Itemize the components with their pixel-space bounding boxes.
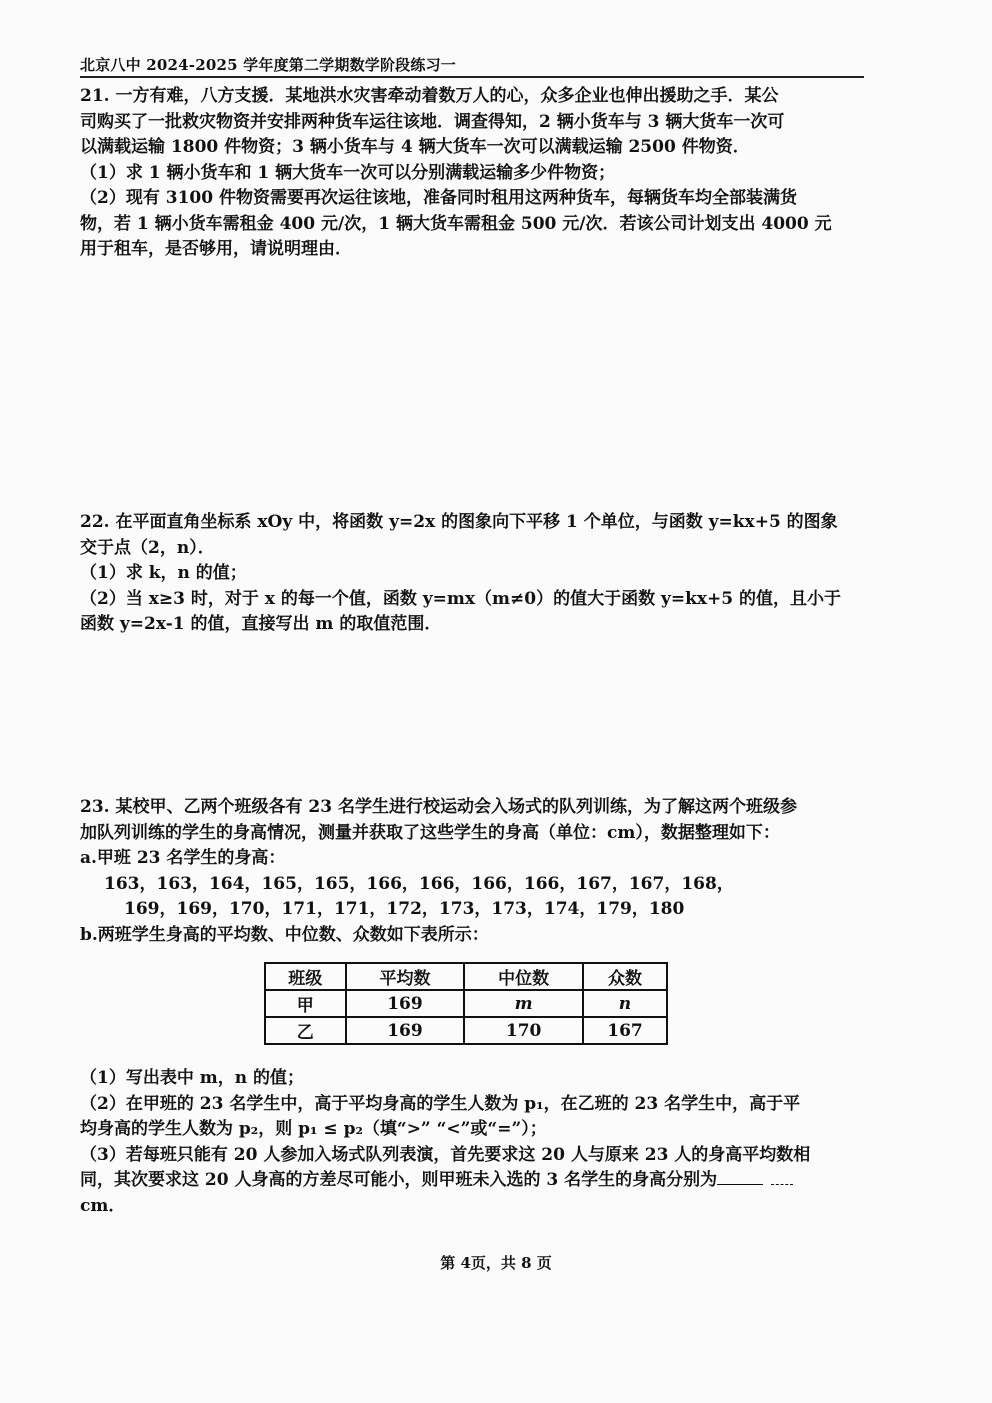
q21-line: 21. 一方有难，八方支援．某地洪水灾害牵动着数万人的心，众多企业也伸出援助之手．某公 xyxy=(80,86,779,106)
answer-blank xyxy=(717,1172,763,1185)
q22-line: 交于点（2，n）． xyxy=(80,537,215,558)
table-cell: m xyxy=(464,990,583,1017)
table-header-cell: 班级 xyxy=(265,963,346,990)
q23-line: a.甲班 23 名学生的身高： xyxy=(80,848,286,868)
table-cell: n xyxy=(583,990,667,1017)
q22-line: 函数 y=2x-1 的值，直接写出 m 的取值范围． xyxy=(80,614,442,634)
table-header-cell: 众数 xyxy=(583,963,667,990)
q23-line: 23. 某校甲、乙两个班级各有 23 名学生进行校运动会入场式的队列训练，为了解这两个班级参 xyxy=(80,797,797,817)
table-cell: 170 xyxy=(464,1017,583,1044)
table-header-cell: 中位数 xyxy=(464,963,583,990)
q21-line: 以满载运输 1800 件物资；3 辆小货车与 4 辆大货车一次可以满载运输 2500 件物资． xyxy=(80,137,750,157)
table-row xyxy=(265,1017,667,1044)
table-cell: 169 xyxy=(346,990,465,1017)
q23-sub-line-with-blank xyxy=(80,1168,870,1194)
stats-table xyxy=(264,962,668,1045)
table-cell: 乙 xyxy=(265,1017,346,1044)
q23-sub-line: （3）若每班只能有 20 人参加入场式队列表演，首先要求这 20 人与原来 23 人的身高平均数相 xyxy=(80,1144,811,1165)
table-cell: 167 xyxy=(583,1017,667,1044)
q21-line: （2）现有 3100 件物资需要再次运往该地，准备同时租用这两种货车，每辆货车均全部装满货 xyxy=(80,188,797,208)
answer-blank-dashed xyxy=(771,1172,793,1185)
question-23 xyxy=(80,795,870,948)
table-header-cell: 平均数 xyxy=(346,963,465,990)
page-footer: 第 4页，共 8 页 xyxy=(440,1254,552,1272)
table-header-row xyxy=(265,963,667,990)
table-cell: 甲 xyxy=(265,990,346,1017)
question-22 xyxy=(80,510,870,638)
height-data-line: 169，169，170，171，171，172，173，173，174，179，180 xyxy=(124,899,685,919)
page-header: 北京八中 2024-2025 学年度第二学期数学阶段练习一 xyxy=(80,56,456,74)
q21-line: （1）求 1 辆小货车和 1 辆大货车一次可以分别满载运输多少件物资； xyxy=(80,162,616,183)
table-row xyxy=(265,990,667,1017)
q21-line: 用于租车，是否够用，请说明理由． xyxy=(80,239,352,259)
q22-line: 22. 在平面直角坐标系 xOy 中，将函数 y=2x 的图象向下平移 1 个单位，与函数 y=kx+5 的图象 xyxy=(80,512,838,532)
q23-sub-line: （2）在甲班的 23 名学生中，高于平均身高的学生人数为 p₁，在乙班的 23 名学生中，高于平 xyxy=(80,1093,801,1114)
q23-sub-line: 均身高的学生人数为 p₂，则 p₁ ≤ p₂（填“>” “<”或“=”）； xyxy=(80,1119,547,1139)
q21-line: 物，若 1 辆小货车需租金 400 元/次，1 辆大货车需租金 500 元/次．若该公司计划支出 4000 元 xyxy=(80,213,832,234)
height-data-line: 163，163，164，165，165，166，166，166，166，167，167，168， xyxy=(104,873,734,894)
q22-line: （2）当 x≥3 时，对于 x 的每一个值，函数 y=mx（m≠0）的值大于函数 y=kx+5 的值，且小于 xyxy=(80,588,842,609)
table-cell: 169 xyxy=(346,1017,465,1044)
question-21 xyxy=(80,84,870,263)
header-rule xyxy=(80,76,864,78)
q22-line: （1）求 k，n 的值； xyxy=(80,563,247,583)
table-intro: b.两班学生身高的平均数、中位数、众数如下表所示： xyxy=(80,924,489,945)
question-23-subparts xyxy=(80,1066,870,1219)
q23-sub-line: （1）写出表中 m，n 的值； xyxy=(80,1068,305,1088)
q21-line: 司购买了一批救灾物资并安排两种货车运往该地．调查得知，2 辆小货车与 3 辆大货车一次可 xyxy=(80,111,785,132)
q23-line: 加队列训练的学生的身高情况，测量并获取了这些学生的身高（单位：cm），数据整理如下： xyxy=(80,822,780,843)
unit-line: cm． xyxy=(80,1195,126,1216)
q23-sub-text: 同，其次要求这 20 人身高的方差尽可能小，则甲班未入选的 3 名学生的身高分别为 xyxy=(80,1170,718,1190)
